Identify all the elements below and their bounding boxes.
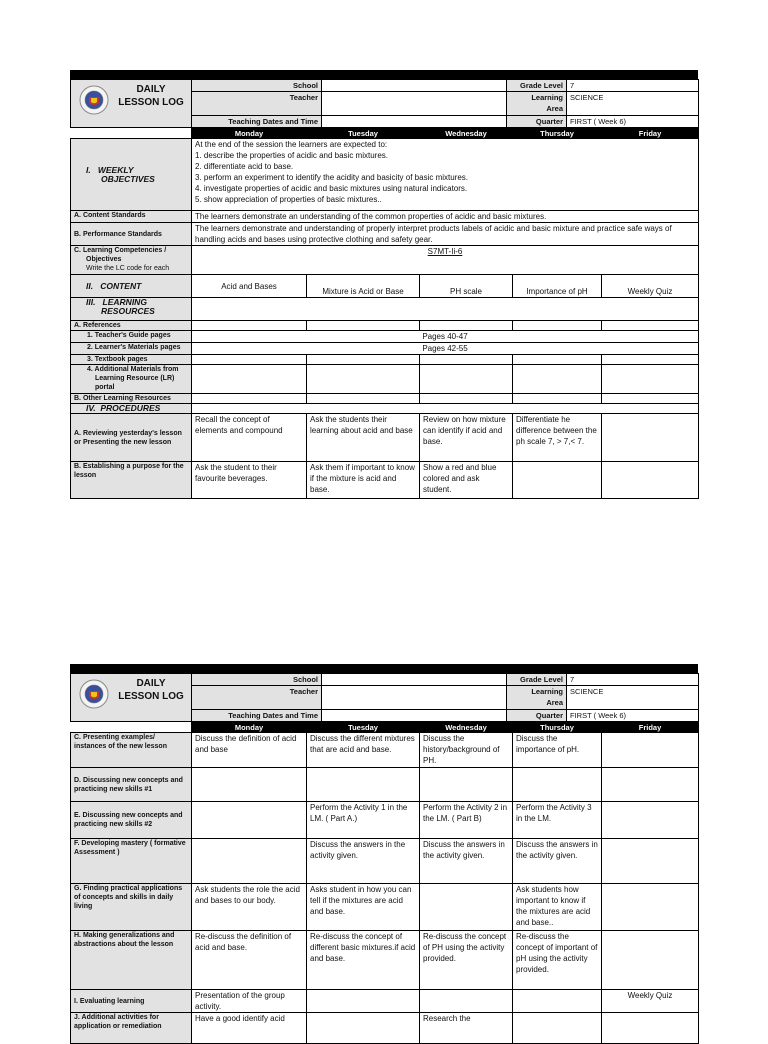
procedure-cell	[420, 990, 513, 1013]
procedure-cell: Asks student in how you can tell if the mixtures are acid and base.	[307, 884, 420, 931]
day-header-blank	[71, 723, 192, 733]
learners-materials-value: Pages 42-55	[192, 343, 699, 355]
procedure-cell	[420, 768, 513, 802]
other-resources-cell	[513, 394, 602, 404]
procedure-cell	[307, 990, 420, 1013]
additional-cell	[192, 365, 307, 394]
other-resources-cell	[307, 394, 420, 404]
procedure-cell: Perform the Activity 1 in the LM. ( Part A.)	[307, 802, 420, 839]
procedure-cell: Ask students how important to know if the mixtures are acid and base..	[513, 884, 602, 931]
reviewing-tuesday: Ask the students their learning about acid and base	[307, 414, 420, 462]
procedure-cell: Re-discuss the definition of acid and base.	[192, 931, 307, 990]
add-label-3: portal	[95, 384, 115, 391]
textbook-cell	[602, 355, 699, 365]
procedure-cell	[602, 802, 699, 839]
grade-level-label: Grade Level	[507, 80, 567, 92]
additional-materials-label	[71, 365, 192, 394]
quarter-value: FIRST ( Week 6)	[567, 116, 699, 128]
reviewing-thursday: Differentiate he difference between the ph scale 7, > 7,< 7.	[513, 414, 602, 462]
grade-level-value: 7	[567, 674, 699, 686]
purpose-label: B. Establishing a purpose for the lesson	[71, 462, 192, 499]
objectives-row	[71, 139, 699, 211]
procedure-row	[71, 884, 699, 931]
quarter-label: Quarter	[507, 710, 567, 722]
teacher-value	[322, 686, 507, 710]
page-top-bar	[70, 664, 698, 673]
objectives-line: 4. investigate properties of acidic and basic mixtures using natural indicators.	[195, 184, 468, 193]
objectives-label	[71, 139, 192, 211]
deped-seal-icon	[79, 85, 109, 115]
content-wednesday: PH scale	[420, 275, 513, 298]
logo-cell	[71, 80, 192, 128]
teachers-guide-value: Pages 40-47	[192, 331, 699, 343]
lc-label-2: Objectives	[86, 256, 122, 263]
other-resources-cell	[192, 394, 307, 404]
procedure-row	[71, 802, 699, 839]
procedure-label: H. Making generalizations and abstractions about the lesson	[71, 931, 192, 990]
add-label-2: Learning Resource (LR)	[95, 375, 175, 382]
references-label: A. References	[71, 321, 192, 331]
procedure-label: J. Additional activities for application or remediation	[71, 1013, 192, 1044]
procedure-cell	[192, 839, 307, 884]
procedure-cell: Ask students the role the acid and bases to our body.	[192, 884, 307, 931]
procedure-cell: Discuss the history/background of PH.	[420, 733, 513, 768]
additional-cell	[307, 365, 420, 394]
procedure-cell: Discuss the answers in the activity given.	[513, 839, 602, 884]
procedures-label-text: PROCEDURES	[100, 403, 161, 413]
quarter-label: Quarter	[507, 116, 567, 128]
learning-resources-value	[192, 298, 699, 321]
school-label: School	[192, 80, 322, 92]
procedure-cell: Discuss the definition of acid and base	[192, 733, 307, 768]
purpose-wednesday: Show a red and blue colored and ask student.	[420, 462, 513, 499]
learning-competencies-label	[71, 246, 192, 275]
day-monday: Monday	[192, 723, 307, 733]
day-friday: Friday	[602, 129, 699, 139]
header-table	[70, 673, 699, 722]
procedure-cell: Perform the Activity 3 in the LM.	[513, 802, 602, 839]
learning-area-value: SCIENCE	[567, 92, 699, 116]
content-tuesday: Mixture is Acid or Base	[307, 275, 420, 298]
school-value	[322, 674, 507, 686]
procedure-cell	[192, 802, 307, 839]
logo-cell	[71, 674, 192, 722]
textbook-cell	[192, 355, 307, 365]
procedure-cell	[602, 931, 699, 990]
procedure-cell: Perform the Activity 2 in the LM. ( Part B)	[420, 802, 513, 839]
ref-cell	[420, 321, 513, 331]
lc-code-text: S7MT-Ii-6	[427, 247, 463, 256]
performance-standards-label: B. Performance Standards	[71, 223, 192, 246]
procedures-label	[71, 404, 192, 414]
ref-cell	[602, 321, 699, 331]
content-label-text: CONTENT	[100, 280, 142, 291]
teachers-guide-label: 1. Teacher's Guide pages	[71, 331, 192, 343]
procedure-label: C. Presenting examples/ instances of the new lesson	[71, 733, 192, 768]
day-friday: Friday	[602, 723, 699, 733]
quarter-value: FIRST ( Week 6)	[567, 710, 699, 722]
procedure-cell	[602, 884, 699, 931]
teacher-label: Teacher	[192, 686, 322, 710]
content-monday: Acid and Bases	[192, 275, 307, 298]
learning-area-label-2: Area	[546, 698, 563, 707]
lr-label-resources: RESOURCES	[101, 306, 155, 316]
day-thursday: Thursday	[513, 723, 602, 733]
lr-roman: III.	[86, 297, 96, 307]
day-header-row	[71, 723, 699, 733]
teaching-dates-label: Teaching Dates and Time	[192, 710, 322, 722]
school-value	[322, 80, 507, 92]
learning-area-label	[507, 92, 567, 116]
teaching-dates-value	[322, 710, 507, 722]
objectives-text	[192, 139, 699, 211]
add-label-1: 4. Additional Materials from	[87, 366, 179, 373]
procedure-cell	[307, 768, 420, 802]
learners-materials-label: 2. Learner's Materials pages	[71, 343, 192, 355]
learning-area-label-1: Learning	[531, 687, 563, 696]
content-standards-label: A. Content Standards	[71, 211, 192, 223]
learning-area-label-2: Area	[546, 104, 563, 113]
procedure-cell	[602, 733, 699, 768]
procedure-row	[71, 931, 699, 990]
content-standards-text: The learners demonstrate an understanding of the common properties of acidic and basic mixtures.	[192, 211, 699, 223]
ref-cell	[192, 321, 307, 331]
title-line-1: DAILY	[136, 84, 166, 95]
day-tuesday: Tuesday	[307, 129, 420, 139]
ref-cell	[307, 321, 420, 331]
purpose-monday: Ask the student to their favourite beverages.	[192, 462, 307, 499]
day-thursday: Thursday	[513, 129, 602, 139]
lesson-log-page-1	[70, 70, 698, 499]
purpose-thursday	[513, 462, 602, 499]
objectives-roman: I.	[86, 164, 91, 175]
objectives-line: 5. show appreciation of properties of basic mixtures..	[195, 195, 382, 204]
teacher-value	[322, 92, 507, 116]
reviewing-friday	[602, 414, 699, 462]
procedure-cell: Re-discuss the concept of important of pH using the activity provided.	[513, 931, 602, 990]
reviewing-lesson-label: A. Reviewing yesterday's lesson or Presenting the new lesson	[71, 414, 192, 462]
page-top-bar	[70, 70, 698, 79]
content-label	[71, 275, 192, 298]
procedure-cell: Presentation of the group activity.	[192, 990, 307, 1013]
objectives-label-weekly: WEEKLY	[97, 164, 134, 175]
procedure-cell	[602, 839, 699, 884]
lesson-table-page-2	[70, 722, 699, 1044]
procedure-row	[71, 733, 699, 768]
lr-label-learning: LEARNING	[102, 297, 147, 307]
lc-label-3: Write the LC code for each	[86, 265, 170, 272]
grade-level-label: Grade Level	[507, 674, 567, 686]
lesson-log-page-2	[70, 664, 698, 1044]
procedure-cell: Re-discuss the concept of PH using the activity provided.	[420, 931, 513, 990]
procedures-value	[192, 404, 699, 414]
performance-standards-text: The learners demonstrate and understanding of properly interpret products labels of acidic and basic mixture and practice safe ways of handling acids and bases using protective clothing and safety gear.	[192, 223, 699, 246]
content-friday: Weekly Quiz	[602, 275, 699, 298]
reviewing-monday: Recall the concept of elements and compound	[192, 414, 307, 462]
day-wednesday: Wednesday	[420, 129, 513, 139]
procedure-cell: Weekly Quiz	[602, 990, 699, 1013]
reviewing-wednesday: Review on how mixture can identify if acid and base.	[420, 414, 513, 462]
procedure-label: F. Developing mastery ( formative Assessment )	[71, 839, 192, 884]
content-thursday: Importance of pH	[513, 275, 602, 298]
additional-cell	[513, 365, 602, 394]
other-resources-cell	[420, 394, 513, 404]
day-header-row	[71, 129, 699, 139]
procedure-row	[71, 768, 699, 802]
day-header-blank	[71, 129, 192, 139]
procedure-label: E. Discussing new concepts and practicing new skills #2	[71, 802, 192, 839]
additional-cell	[420, 365, 513, 394]
procedure-cell	[513, 990, 602, 1013]
log-title	[111, 677, 191, 703]
title-line-2: LESSON LOG	[118, 691, 184, 702]
title-line-1: DAILY	[136, 678, 166, 689]
other-resources-label: B. Other Learning Resources	[71, 394, 192, 404]
day-tuesday: Tuesday	[307, 723, 420, 733]
grade-level-value: 7	[567, 80, 699, 92]
procedure-cell	[513, 768, 602, 802]
procedure-cell: Research the	[420, 1013, 513, 1044]
title-line-2: LESSON LOG	[118, 97, 184, 108]
textbook-label: 3. Textbook pages	[71, 355, 192, 365]
teaching-dates-label: Teaching Dates and Time	[192, 116, 322, 128]
learning-area-value: SCIENCE	[567, 686, 699, 710]
procedure-cell	[602, 768, 699, 802]
header-table	[70, 79, 699, 128]
purpose-tuesday: Ask them if important to know if the mixture is acid and base.	[307, 462, 420, 499]
content-roman: II.	[86, 280, 94, 291]
textbook-cell	[513, 355, 602, 365]
procedure-cell: Discuss the answers in the activity given.	[420, 839, 513, 884]
lc-label-1: C. Learning Competencies /	[74, 247, 167, 254]
additional-cell	[602, 365, 699, 394]
procedure-cell	[602, 1013, 699, 1044]
procedure-row	[71, 1013, 699, 1044]
procedure-label: G. Finding practical applications of concepts and skills in daily living	[71, 884, 192, 931]
objectives-line: 1. describe the properties of acidic and basic mixtures.	[195, 151, 388, 160]
purpose-friday	[602, 462, 699, 499]
procedure-cell	[192, 768, 307, 802]
objectives-line: 2. differentiate acid to base.	[195, 162, 294, 171]
procedure-cell: Discuss the different mixtures that are acid and base.	[307, 733, 420, 768]
procedure-label: I. Evaluating learning	[71, 990, 192, 1013]
learning-resources-label	[71, 298, 192, 321]
deped-seal-icon	[79, 679, 109, 709]
other-resources-cell	[602, 394, 699, 404]
learning-area-label	[507, 686, 567, 710]
ref-cell	[513, 321, 602, 331]
teaching-dates-value	[322, 116, 507, 128]
procedure-row	[71, 839, 699, 884]
day-monday: Monday	[192, 129, 307, 139]
school-label: School	[192, 674, 322, 686]
procedure-cell: Have a good identify acid	[192, 1013, 307, 1044]
objectives-label-objectives: OBJECTIVES	[101, 173, 155, 184]
procedure-label: D. Discussing new concepts and practicing new skills #1	[71, 768, 192, 802]
lesson-table-page-1	[70, 128, 699, 499]
day-wednesday: Wednesday	[420, 723, 513, 733]
log-title	[111, 83, 191, 109]
procedure-cell	[420, 884, 513, 931]
procedure-cell	[307, 1013, 420, 1044]
textbook-cell	[420, 355, 513, 365]
procedure-cell: Discuss the importance of pH.	[513, 733, 602, 768]
procedures-roman: IV.	[86, 403, 96, 413]
procedure-cell: Discuss the answers in the activity given.	[307, 839, 420, 884]
teacher-label: Teacher	[192, 92, 322, 116]
procedure-cell	[513, 1013, 602, 1044]
lc-code	[192, 246, 699, 275]
objectives-line: 3. perform an experiment to identify the acidity and basicity of basic mixtures.	[195, 173, 469, 182]
textbook-cell	[307, 355, 420, 365]
objectives-line: At the end of the session the learners are expected to:	[195, 140, 388, 149]
procedure-cell: Re-discuss the concept of different basic mixtures.if acid and base.	[307, 931, 420, 990]
procedure-row	[71, 990, 699, 1013]
learning-area-label-1: Learning	[531, 93, 563, 102]
